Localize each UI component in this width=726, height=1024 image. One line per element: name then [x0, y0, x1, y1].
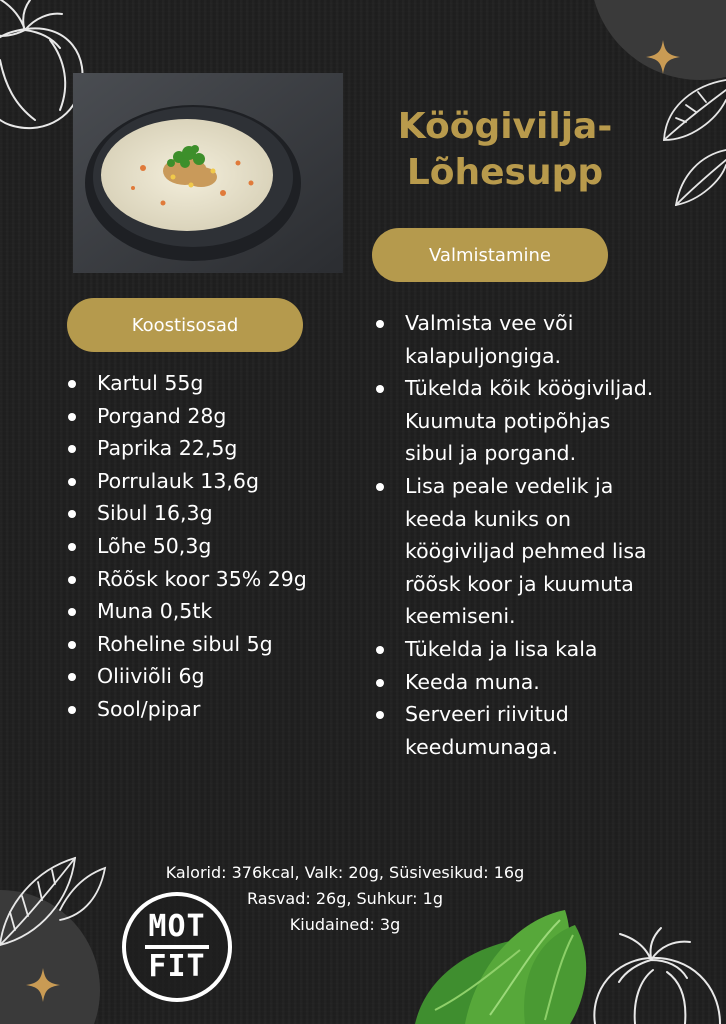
steps-heading: Valmistamine — [372, 228, 608, 282]
list-item: Tükelda kõik köögiviljad. Kuumuta potipõhjas sibul ja porgand. — [372, 372, 662, 470]
list-item: Muna 0,5tk — [64, 595, 354, 628]
list-item: Porrulauk 13,6g — [64, 465, 354, 498]
list-item: Kartul 55g — [64, 367, 354, 400]
logo-top-text: MOT — [148, 909, 206, 944]
ingredients-list — [64, 367, 354, 726]
steps-list — [372, 307, 662, 763]
tomato-sketch-icon — [594, 928, 720, 1024]
ingredients-heading: Koostisosad — [67, 298, 303, 352]
list-item: Sibul 16,3g — [64, 497, 354, 530]
soup-bowl-photo — [73, 73, 343, 273]
list-item: Lisa peale vedelik ja keeda kuniks on köögiviljad pehmed lisa rõõsk koor ja kuumuta keemiseni. — [372, 470, 662, 633]
logo-bottom-text: FIT — [148, 949, 206, 984]
list-item: Tükelda ja lisa kala — [372, 633, 662, 666]
list-item: Rõõsk koor 35% 29g — [64, 563, 354, 596]
title-line-1: Köögivilja- — [397, 106, 613, 147]
motfit-logo — [122, 892, 232, 1002]
list-item: Serveeri riivitud keedumunaga. — [372, 698, 662, 763]
list-item: Sool/pipar — [64, 693, 354, 726]
list-item: Oliiviõli 6g — [64, 660, 354, 693]
list-item: Paprika 22,5g — [64, 432, 354, 465]
recipe-title — [370, 104, 640, 196]
nutrition-line-2: Rasvad: 26g, Suhkur: 1g — [247, 889, 443, 908]
leaf-sketch-icon — [0, 850, 110, 960]
nutrition-line-3: Kiudained: 3g — [289, 915, 401, 934]
title-line-2: Lõhesupp — [406, 152, 604, 193]
list-item: Roheline sibul 5g — [64, 628, 354, 661]
list-item: Porgand 28g — [64, 400, 354, 433]
leaf-sketch-icon — [646, 60, 726, 210]
list-item: Keeda muna. — [372, 666, 662, 699]
list-item: Lõhe 50,3g — [64, 530, 354, 563]
list-item: Valmista vee või kalapuljongiga. — [372, 307, 662, 372]
sparkle-icon — [26, 968, 60, 1002]
nutrition-line-1: Kalorid: 376kcal, Valk: 20g, Süsivesikud: 16g — [165, 863, 525, 882]
